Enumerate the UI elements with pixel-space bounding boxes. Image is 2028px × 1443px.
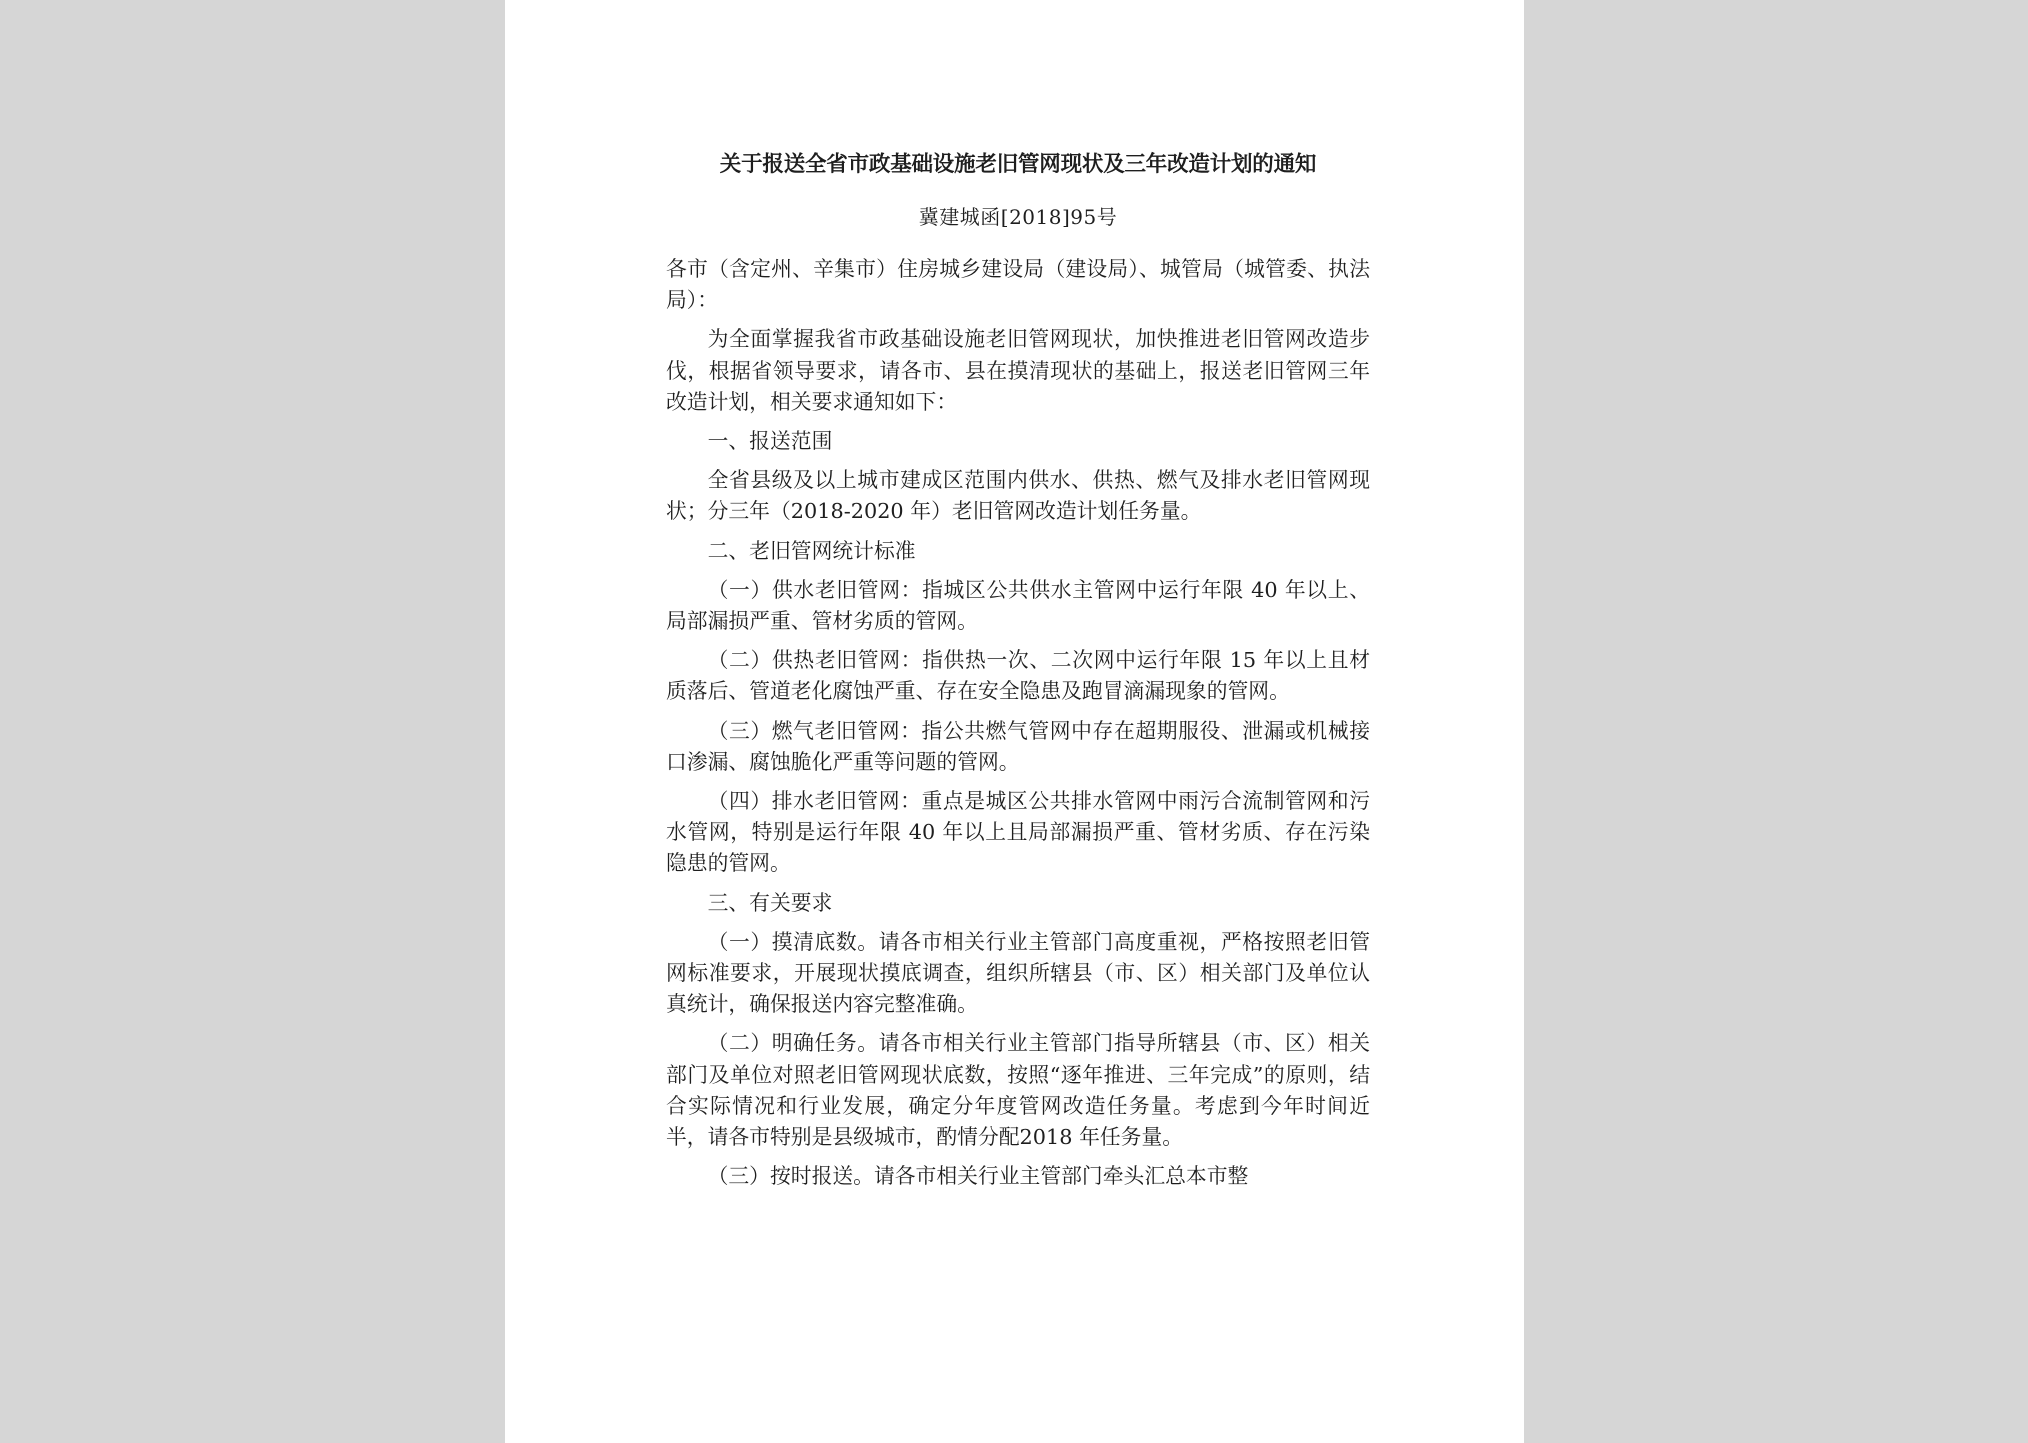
section-heading: 三、有关要求	[707, 890, 833, 915]
section-heading: 一、报送范围	[707, 429, 833, 454]
document-title: 关于报送全省市政基础设施老旧管网现状及三年改造计划的通知	[719, 152, 1317, 177]
body-paragraph: （二）供热老旧管网：指供热一次、二次网中运行年限 15 年以上且材质落后、管道老化腐蚀严重、存在安全隐患及跑冒滴漏现象的管网。	[666, 648, 1370, 704]
body-paragraph: 各市（含定州、辛集市）住房城乡建设局（建设局）、城管局（城管委、执法局）：	[666, 257, 1370, 313]
document-number: 冀建城函[2018]95号	[918, 205, 1118, 229]
body-paragraph: （二）明确任务。请各市相关行业主管部门指导所辖县（市、区）相关部门及单位对照老旧管网现状底数，按照“逐年推进、三年完成”的原则，结合实际情况和行业发展，确定分年度管网改造任务量。考虑到今年时间近半，请各市特别是县级城市，酌情分配2018 年任务量。	[666, 1031, 1370, 1150]
body-paragraph: 全省县级及以上城市建成区范围内供水、供热、燃气及排水老旧管网现状；分三年（2018-2020 年）老旧管网改造计划任务量。	[666, 468, 1370, 524]
body-paragraph: （一）供水老旧管网：指城区公共供水主管网中运行年限 40 年以上、局部漏损严重、管材劣质的管网。	[666, 577, 1370, 634]
body-paragraph: （三）按时报送。请各市相关行业主管部门牵头汇总本市整	[707, 1164, 1249, 1189]
section-heading: 二、老旧管网统计标准	[707, 538, 916, 563]
document-page	[505, 0, 1524, 1443]
body-paragraph: 为全面掌握我省市政基础设施老旧管网现状，加快推进老旧管网改造步伐，根据省领导要求，请各市、县在摸清现状的基础上，报送老旧管网三年改造计划，相关要求通知如下：	[666, 327, 1370, 414]
body-paragraph: （四）排水老旧管网：重点是城区公共排水管网中雨污合流制管网和污水管网，特别是运行年限 40 年以上且局部漏损严重、管材劣质、存在污染隐患的管网。	[666, 789, 1370, 876]
document-content	[666, 146, 1370, 1200]
body-paragraph: （一）摸清底数。请各市相关行业主管部门高度重视，严格按照老旧管网标准要求，开展现状摸底调查，组织所辖县（市、区）相关部门及单位认真统计，确保报送内容完整准确。	[666, 929, 1370, 1017]
document-body	[666, 254, 1370, 1192]
body-paragraph: （三）燃气老旧管网：指公共燃气管网中存在超期服役、泄漏或机械接口渗漏、腐蚀脆化严重等问题的管网。	[666, 718, 1370, 774]
